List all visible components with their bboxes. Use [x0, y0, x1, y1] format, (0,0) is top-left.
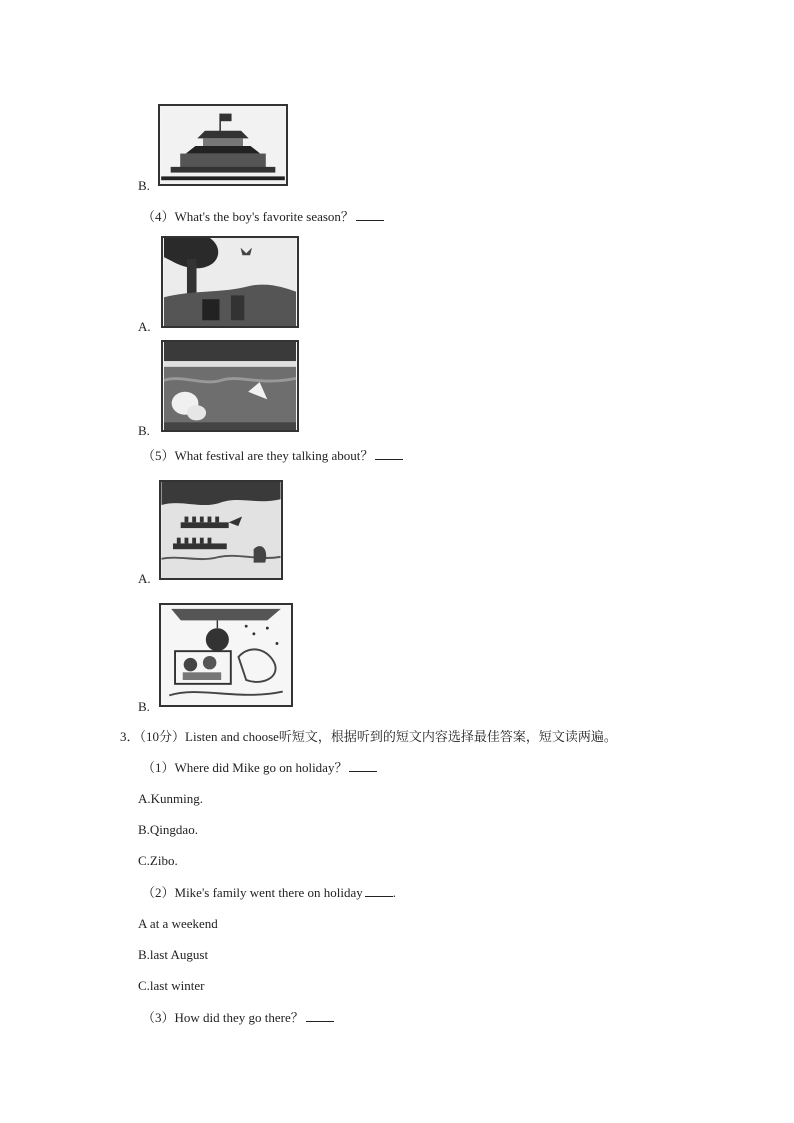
q5-option-a-picture[interactable]: [159, 480, 283, 580]
q4-option-b-picture[interactable]: [161, 340, 299, 432]
answer-blank[interactable]: [306, 1010, 334, 1022]
section-3-question-3: [142, 1010, 334, 1026]
answer-blank[interactable]: [349, 760, 377, 772]
question-5: [142, 448, 403, 464]
question-text: Where did Mike go on holiday？: [174, 760, 348, 775]
question-5-number: （5）: [142, 448, 175, 463]
choice-c[interactable]: C.last winter: [138, 978, 205, 993]
choice-a[interactable]: A.Kunming.: [138, 791, 203, 806]
lantern-window-scene-icon: [161, 605, 291, 705]
question-number: （2）: [142, 885, 175, 900]
question-text: How did they go there？: [174, 1010, 304, 1025]
swimming-scene-icon: [163, 342, 297, 430]
option-b-label: B.: [138, 178, 150, 193]
q4-option-a-label: A.: [138, 319, 151, 334]
section-3-instruction: Listen and choose听短文，根据听到的短文内容选择最佳答案，短文读两遍。: [185, 729, 617, 744]
question-4-number: （4）: [142, 209, 175, 224]
question-4: [142, 209, 384, 225]
choice-b[interactable]: B.last August: [138, 947, 209, 962]
question-number: （1）: [142, 760, 175, 775]
question-5-text: What festival are they talking about？: [174, 448, 374, 463]
question-suffix: .: [392, 885, 397, 900]
choice-c[interactable]: C.Zibo.: [138, 853, 178, 868]
q4-option-a-picture[interactable]: [161, 236, 299, 328]
answer-blank[interactable]: [375, 448, 403, 460]
q5-option-b-label: B.: [138, 699, 150, 714]
answer-blank[interactable]: [365, 885, 393, 897]
autumn-tree-scene-icon: [163, 238, 297, 326]
question-text: Mike's family went there on holiday: [174, 885, 363, 900]
option-b-picture[interactable]: [158, 104, 288, 186]
choice-a[interactable]: A at a weekend: [138, 916, 218, 931]
question-number: （3）: [142, 1010, 175, 1025]
question-4-text: What's the boy's favorite season？: [174, 209, 354, 224]
section-3-number: 3．: [120, 729, 140, 744]
tiananmen-icon: [160, 106, 286, 184]
choice-b[interactable]: B.Qingdao.: [138, 822, 198, 837]
answer-blank[interactable]: [356, 209, 384, 221]
section-3-question-2: [142, 885, 396, 901]
section-3-points: （10分）: [139, 729, 186, 744]
section-3-heading: [120, 729, 617, 745]
q4-option-b-label: B.: [138, 423, 150, 438]
q5-option-a-label: A.: [138, 571, 151, 586]
q5-option-b-picture[interactable]: [159, 603, 293, 707]
dragon-boat-race-icon: [161, 482, 281, 578]
section-3-question-1: [142, 760, 377, 776]
